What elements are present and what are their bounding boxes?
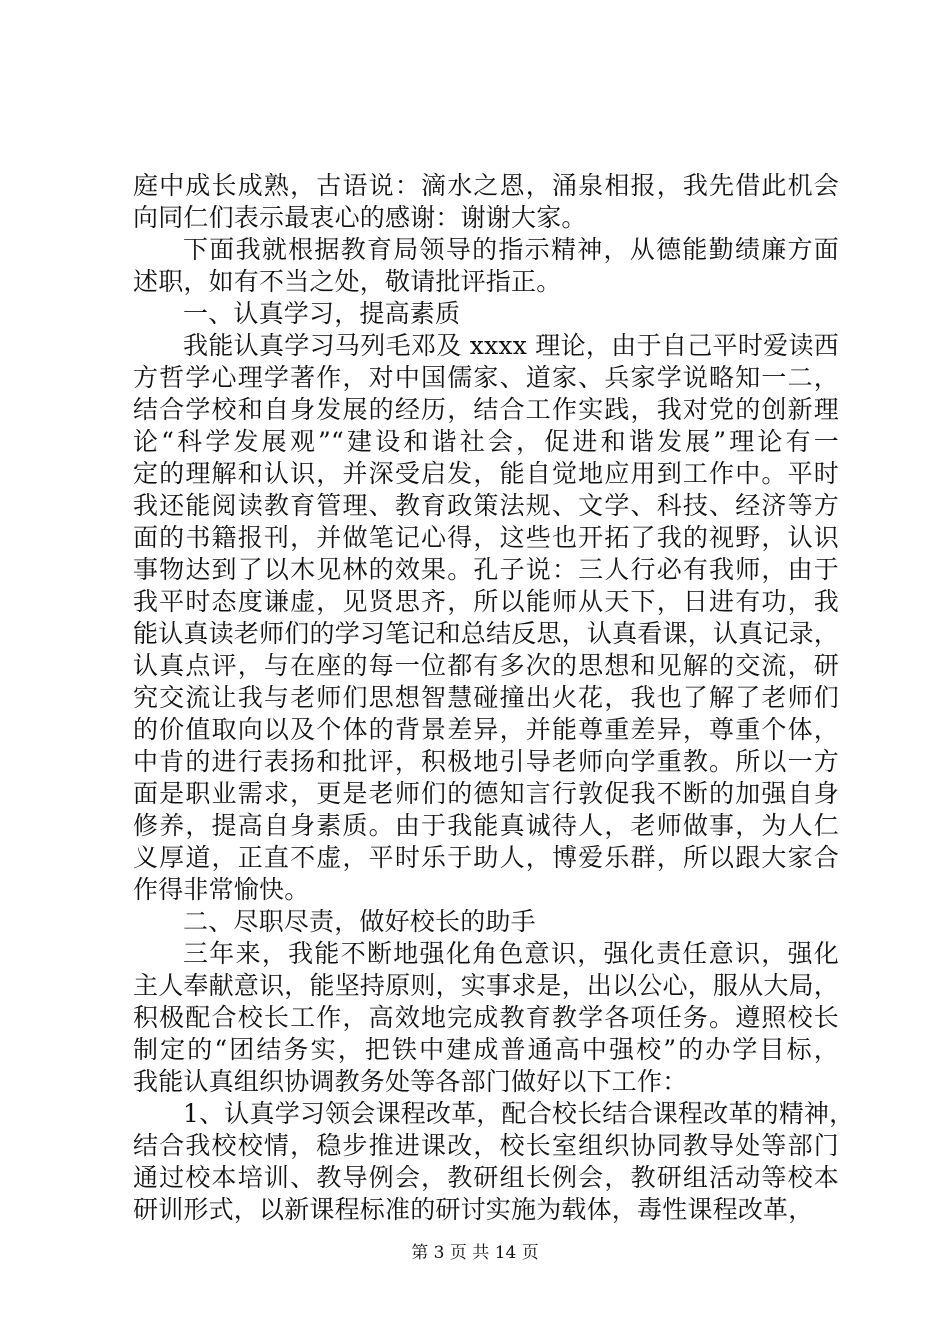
text-line: 方哲学心理学著作，对中国儒家、道家、兵家学说略知一二， <box>133 363 839 392</box>
text-line: 我平时态度谦虚，见贤思齐，所以能师从天下，日进有功，我 <box>133 587 839 616</box>
text-line: 我还能阅读教育管理、教育政策法规、文学、科技、经济等方 <box>133 491 839 520</box>
text-line: 三年来，我能不断地强化角色意识，强化责任意识，强化 <box>183 939 839 968</box>
text-line: 述职，如有不当之处，敬请批评指正。 <box>133 267 562 296</box>
text-line: 向同仁们表示最衷心的感谢：谢谢大家。 <box>133 203 587 232</box>
text-line: 庭中成长成熟，古语说：滴水之恩，涌泉相报，我先借此机会 <box>133 171 839 200</box>
paragraph <box>133 234 839 298</box>
text-line: 积极配合校长工作，高效地完成教育教学各项任务。遵照校长 <box>133 1003 839 1032</box>
text-line: 一、认真学习，提高素质 <box>183 299 461 328</box>
text-line: 研训形式，以新课程标准的研讨实施为载体，毒性课程改革， <box>133 1195 814 1224</box>
section-heading <box>133 906 839 938</box>
text-line: 主人奉献意识，能坚持原则，实事求是，出以公心，服从大局， <box>133 971 839 1000</box>
text-line: 作得非常愉快。 <box>133 875 310 904</box>
text-line: 认真点评，与在座的每一位都有多次的思想和见解的交流，研 <box>133 651 839 680</box>
section-heading <box>133 298 839 330</box>
text-line: 的价值取向以及个体的背景差异，并能尊重差异，尊重个体， <box>133 715 839 744</box>
text-line: 我能认真学习马列毛邓及 xxxx 理论，由于自己平时爱读西 <box>183 331 839 360</box>
text-line: 事物达到了以木见林的效果。孔子说：三人行必有我师，由于 <box>133 555 839 584</box>
paragraph <box>133 170 839 234</box>
paragraph <box>133 1098 855 1226</box>
paragraph <box>133 938 839 1098</box>
text-line: 制定的“团结务实，把铁中建成普通高中强校”的办学目标， <box>133 1035 839 1064</box>
page-footer: 第 3 页 共 14 页 <box>411 1243 539 1263</box>
text-line: 二、尽职尽责，做好校长的助手 <box>183 907 536 936</box>
text-line: 定的理解和认识，并深受启发，能自觉地应用到工作中。平时 <box>133 459 839 488</box>
text-line: 究交流让我与老师们思想智慧碰撞出火花，我也了解了老师们 <box>133 683 839 712</box>
text-line: 论“科学发展观”“建设和谐社会，促进和谐发展”理论有一 <box>133 427 839 456</box>
text-line: 能认真读老师们的学习笔记和总结反思，认真看课，认真记录， <box>133 619 839 648</box>
text-line: 结合学校和自身发展的经历，结合工作实践，我对党的创新理 <box>133 395 839 424</box>
text-line: 通过校本培训、教导例会，教研组长例会，教研组活动等校本 <box>133 1163 839 1192</box>
text-line: 1、认真学习领会课程改革，配合校长结合课程改革的精神， <box>183 1099 855 1128</box>
document-body <box>133 170 855 1226</box>
text-line: 面的书籍报刊，并做笔记心得，这些也开拓了我的视野，认识 <box>133 523 839 552</box>
text-line: 面是职业需求，更是老师们的德知言行敦促我不断的加强自身 <box>133 779 839 808</box>
text-line: 结合我校校情，稳步推进课改，校长室组织协同教导处等部门 <box>133 1131 839 1160</box>
text-line: 义厚道，正直不虚，平时乐于助人，博爱乐群，所以跟大家合 <box>133 843 839 872</box>
text-line: 中肯的进行表扬和批评，积极地引导老师向学重教。所以一方 <box>133 747 839 776</box>
paragraph <box>133 330 839 906</box>
text-line: 下面我就根据教育局领导的指示精神，从德能勤绩廉方面 <box>183 235 839 264</box>
text-line: 修养，提高自身素质。由于我能真诚待人，老师做事，为人仁 <box>133 811 839 840</box>
text-line: 我能认真组织协调教务处等各部门做好以下工作： <box>133 1067 688 1096</box>
